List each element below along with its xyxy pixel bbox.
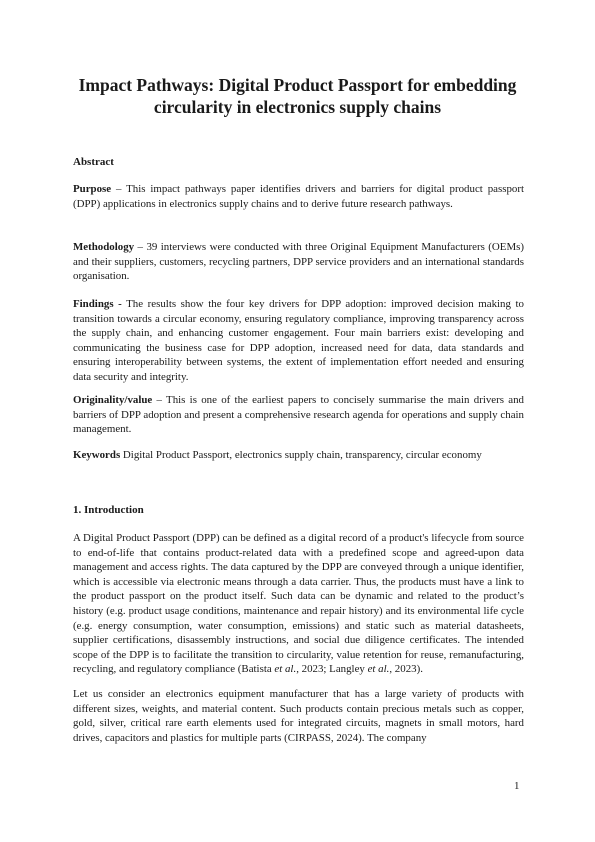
page-number: 1 — [514, 780, 520, 792]
abstract-methodology — [73, 240, 524, 284]
methodology-label: Methodology — [73, 241, 135, 253]
methodology-text: – 39 interviews were conducted with three Original Equipment Manufacturers (OEMs) and their suppliers, customers, recycling partners, DPP service providers and an international standards organisation. — [73, 241, 524, 283]
paper-title: Impact Pathways: Digital Product Passport for embedding circularity in electronics supply chains — [78, 75, 517, 117]
findings-label: Findings - — [73, 298, 122, 310]
originality-label: Originality/value — [73, 394, 153, 406]
abstract-purpose — [73, 182, 524, 211]
originality-text: – This is one of the earliest papers to concisely summarise the main drivers and barriers of DPP adoption and present a comprehensive research agenda for operations and supply chain management. — [73, 394, 524, 436]
intro-p1-part1: A Digital Product Passport (DPP) can be defined as a digital record of a product's lifecycle from source to end-of-life that contains product-related data with a predefined scope and agreed-upon data management and access rights. The data captured by the DPP are conveyed through a unique identifier, which is accessible via electronic means through a data carrier. Thus, the products must have a link to the product passport on the product itself. Such data can be dynamic and related to the product’s history (e.g. product usage conditions, maintenance and repair history) and its environmental life cycle (e.g. energy consumption, water consumption, emissions) and static such as material datasheets, supplier certifications, disassembly instructions, and social due diligence certificates. The intended scope of the DPP is to facilitate the transition to circularity, value retention for reuse, remanufacturing, recycling, and regulatory compliance (Batista — [73, 532, 524, 676]
intro-p1-etal-2: et al. — [367, 663, 390, 676]
intro-paragraph-1 — [73, 531, 524, 677]
abstract-originality — [73, 393, 524, 437]
intro-p1-part2: , 2023; Langley — [296, 663, 368, 676]
abstract-heading: Abstract — [73, 156, 114, 168]
section-heading-introduction: 1. Introduction — [73, 504, 144, 516]
findings-text: The results show the four key drivers for DPP adoption: improved decision making to transition towards a circular economy, ensuring regulatory compliance, improving transparency across the supply chain, and enhancing customer engagement. Four main barriers exist: developing and communicating the business case for DPP adoption, increased need for data, data standards and ensuring interoperability between systems, the extent of implementation effort needed and ensuring data security and integrity. — [73, 298, 524, 383]
abstract-findings — [73, 297, 524, 385]
intro-p1-etal-1: et al. — [274, 663, 297, 676]
purpose-text: – This impact pathways paper identifies drivers and barriers for digital product passport (DPP) applications in electronics supply chains and to derive future research pathways. — [73, 183, 524, 210]
keywords-label: Keywords — [73, 449, 121, 461]
keywords-line — [73, 448, 524, 463]
intro-p1-part3: , 2023). — [389, 663, 423, 676]
purpose-label: Purpose — [73, 183, 112, 195]
intro-paragraph-2: Let us consider an electronics equipment manufacturer that has a large variety of products with different sizes, weights, and material content. Such products contain precious metals such as copper, gold, silver, critical rare earth elements used for integrated circuits, magnets in small motors, hard drives, capacitors and plastics for multiple parts (CIRPASS, 2024). The company — [73, 688, 524, 744]
keywords-text: Digital Product Passport, electronics supply chain, transparency, circular economy — [120, 449, 482, 461]
